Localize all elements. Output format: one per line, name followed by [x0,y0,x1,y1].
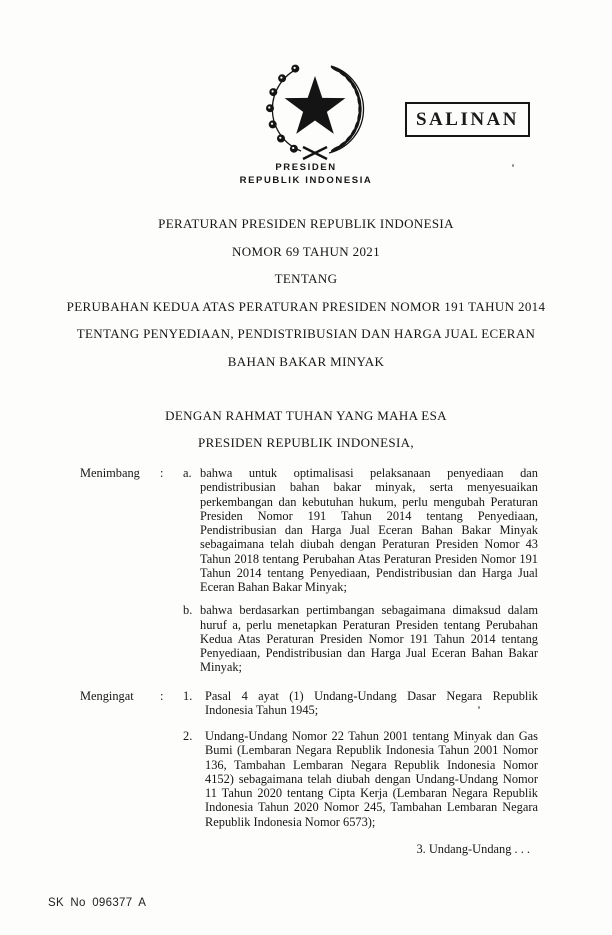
regulation-subject-line3: BAHAN BAKAR MINYAK [227,353,385,369]
scan-speck [512,164,514,167]
recital-marker-1: 1. [183,688,193,703]
recitals-colon: : [160,688,164,703]
regulation-subject-line2: TENTANG PENYEDIAAN, PENDISTRIBUSIAN DAN HARGA JUAL ECERAN [76,326,536,342]
consideration-text-b: bahwa berdasarkan pertimbangan sebagaimana dimaksud dalam huruf a, perlu menetapkan Peraturan Presiden tentang Perubahan Kedua Atas Peraturan Presiden Nomor 191 Tahun 2014 tentang Penyediaan, Pendistribusian dan Harga Jual Eceran Bahan Bakar Minyak; [200,603,538,675]
regulation-title-line1: PERATURAN PRESIDEN REPUBLIK INDONESIA [158,216,454,231]
regulation-subject-line1: PERUBAHAN KEDUA ATAS PERATURAN PRESIDEN NOMOR 191 TAHUN 2014 [66,298,546,314]
recitals-items [183,689,538,841]
consideration-marker-b: b. [183,603,193,618]
consideration-marker-a: a. [183,466,192,480]
authority-line: PRESIDEN REPUBLIK INDONESIA, [198,435,414,451]
regulation-number: NOMOR 69 TAHUN 2021 [231,243,380,259]
considerations-section [80,466,538,675]
tentang-label: TENTANG [274,271,338,287]
letterhead-republik-indonesia: REPUBLIK INDONESIA [239,174,373,186]
recitals-section [80,689,538,841]
presidential-emblem-icon [259,62,371,164]
considerations-items [183,466,538,675]
scan-speck [478,706,480,709]
considerations-label: Menimbang [80,466,140,480]
salinan-stamp-label: SALINAN [415,108,520,130]
title-block [0,216,612,463]
letterhead [0,162,612,187]
salinan-stamp [405,102,530,137]
recital-item-2 [183,729,538,829]
recital-text-2: Undang-Undang Nomor 22 Tahun 2001 tentang Minyak dan Gas Bumi (Lembaran Negara Republik Indonesia Tahun 2001 Nomor 136, Tambahan Lembaran Negara Republik Indonesia Nomor 4152) sebagaimana telah diubah dengan Undang-Undang Nomor 11 Tahun 2020 tentang Cipta Kerja (Lembaran Negara Republik Indonesia Tahun 2020 Nomor 245, Tambahan Lembaran Negara Republik Indonesia Nomor 6573); [205,729,538,829]
heading-spacer [0,382,612,408]
consideration-item-a [183,466,538,594]
letterhead-presiden: PRESIDEN [275,162,337,173]
page-catchword: 3. Undang-Undang . . . [416,841,530,856]
document-body [80,466,538,856]
consideration-item-b [183,603,538,674]
sk-control-number: SK No 096377 A [48,897,147,909]
invocation-line: DENGAN RAHMAT TUHAN YANG MAHA ESA [165,407,447,423]
recital-item-1 [183,689,538,718]
recital-marker-2: 2. [183,729,193,743]
consideration-text-a: bahwa untuk optimalisasi pelaksanaan penyediaan dan pendistribusian bahan bakar minyak, serta menyesuaikan perkembangan dan kebutuhan hukum, perlu mengubah Peraturan Presiden Nomor 191 Tahun 2014 tentang Penyediaan, Pendistribusian dan Harga Jual Eceran Bahan Bakar Minyak sebagaimana telah diubah dengan Peraturan Presiden Nomor 43 Tahun 2018 tentang Perubahan Atas Peraturan Presiden Nomor 191 Tahun 2014 tentang Penyediaan, Pendistribusian dan Harga Jual Eceran Bahan Bakar Minyak; [200,466,538,594]
recital-text-1: Pasal 4 ayat (1) Undang-Undang Dasar Negara Republik Indonesia Tahun 1945; [205,688,538,717]
recitals-label: Mengingat [80,688,134,703]
considerations-colon: : [160,466,164,480]
